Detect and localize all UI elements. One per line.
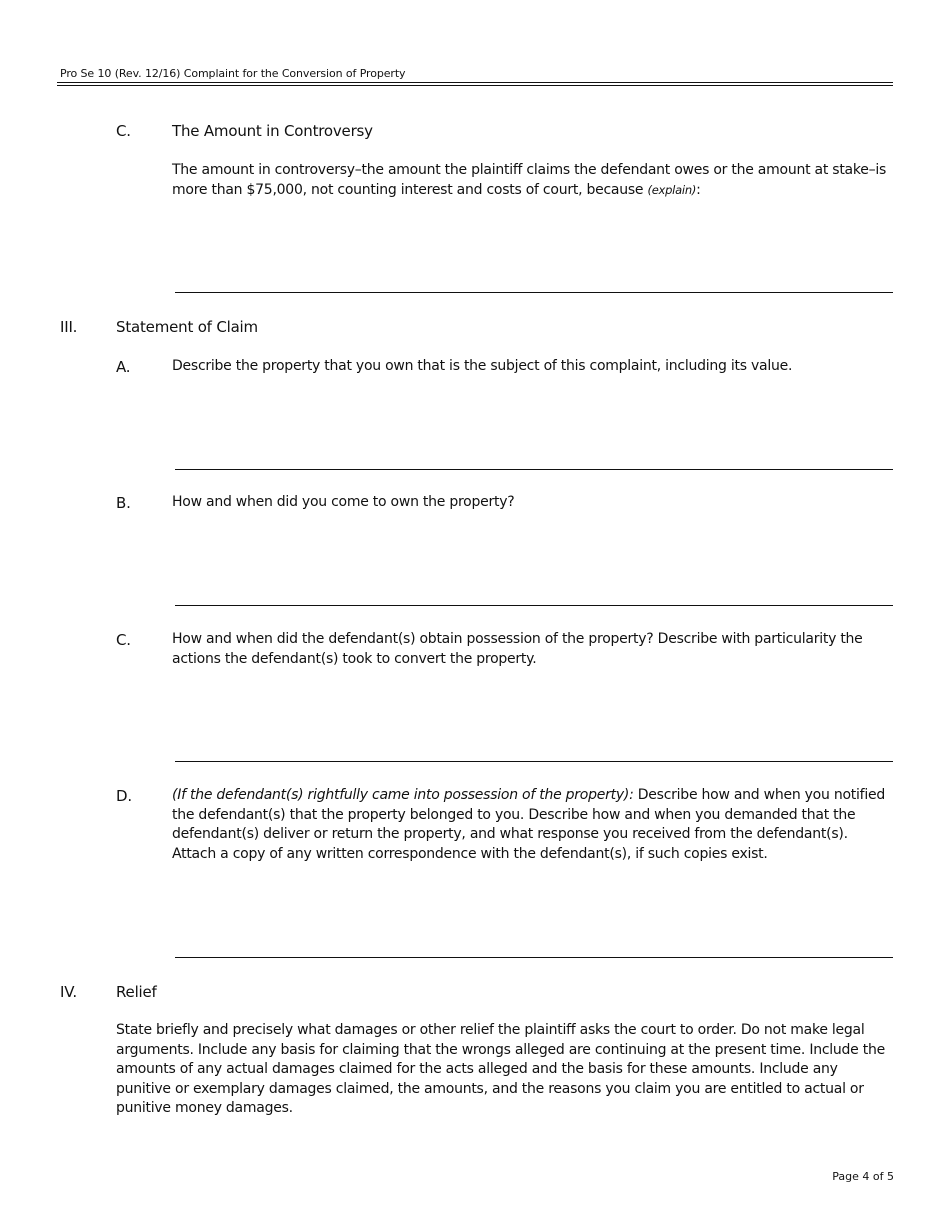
claim-d-letter: D. (116, 787, 132, 805)
section-iv-numeral: IV. (60, 983, 77, 1001)
claim-c-text: How and when did the defendant(s) obtain possession of the property? Describe with particularity the actions the defendant(s) took to convert the property. (172, 631, 863, 667)
claim-b-answer-line[interactable] (175, 605, 893, 606)
section-c-letter: C. (116, 122, 131, 140)
claim-c-letter: C. (116, 631, 131, 649)
claim-d-instructions: Describe how and when you notified the defendant(s) that the property belonged to you. Describe how and when you demanded that the defendant(s) deliver or return the property, and what response you received from the defendant(s). Attach a copy of any written correspondence with the defendant(s), if such copies exist. (172, 787, 885, 862)
explain-hint: (explain) (647, 182, 697, 197)
claim-c-answer-line[interactable] (175, 761, 893, 762)
amount-in-controversy-text (172, 161, 892, 200)
header-rule-top (57, 82, 893, 83)
amount-answer-line[interactable] (175, 292, 893, 293)
claim-d-text (172, 786, 892, 864)
section-c-heading: The Amount in Controversy (172, 122, 373, 140)
claim-b-text: How and when did you come to own the property? (172, 494, 515, 510)
section-iv-heading: Relief (116, 983, 157, 1001)
claim-d-answer-line[interactable] (175, 957, 893, 958)
section-iii-numeral: III. (60, 318, 78, 336)
relief-instructions: State briefly and precisely what damages or other relief the plaintiff asks the court to order. Do not make legal arguments. Include any basis for claiming that the wrongs alleged are continuing at the present time. Include the amounts of any actual damages claimed for the acts alleged and the basis for these amounts. Include any punitive or exemplary damages claimed, the amounts, and the reasons you claim you are entitled to actual or punitive money damages. (116, 1022, 885, 1116)
claim-b-letter: B. (116, 494, 131, 512)
form-header-title: Pro Se 10 (Rev. 12/16) Complaint for the Conversion of Property (60, 67, 406, 80)
claim-d-conditional-lead: (If the defendant(s) rightfully came into possession of the property): (172, 787, 634, 803)
section-iii-heading: Statement of Claim (116, 318, 258, 336)
claim-a-letter: A. (116, 358, 131, 376)
explain-colon: : (696, 181, 701, 198)
claim-a-text: Describe the property that you own that is the subject of this complaint, including its value. (172, 358, 793, 374)
header-rule-bottom (57, 85, 893, 86)
amount-text-main: The amount in controversy–the amount the plaintiff claims the defendant owes or the amount at stake–is more than $75,000, not counting interest and costs of court, because (172, 162, 887, 198)
claim-a-answer-line[interactable] (175, 469, 893, 470)
page-number: Page 4 of 5 (832, 1170, 894, 1183)
